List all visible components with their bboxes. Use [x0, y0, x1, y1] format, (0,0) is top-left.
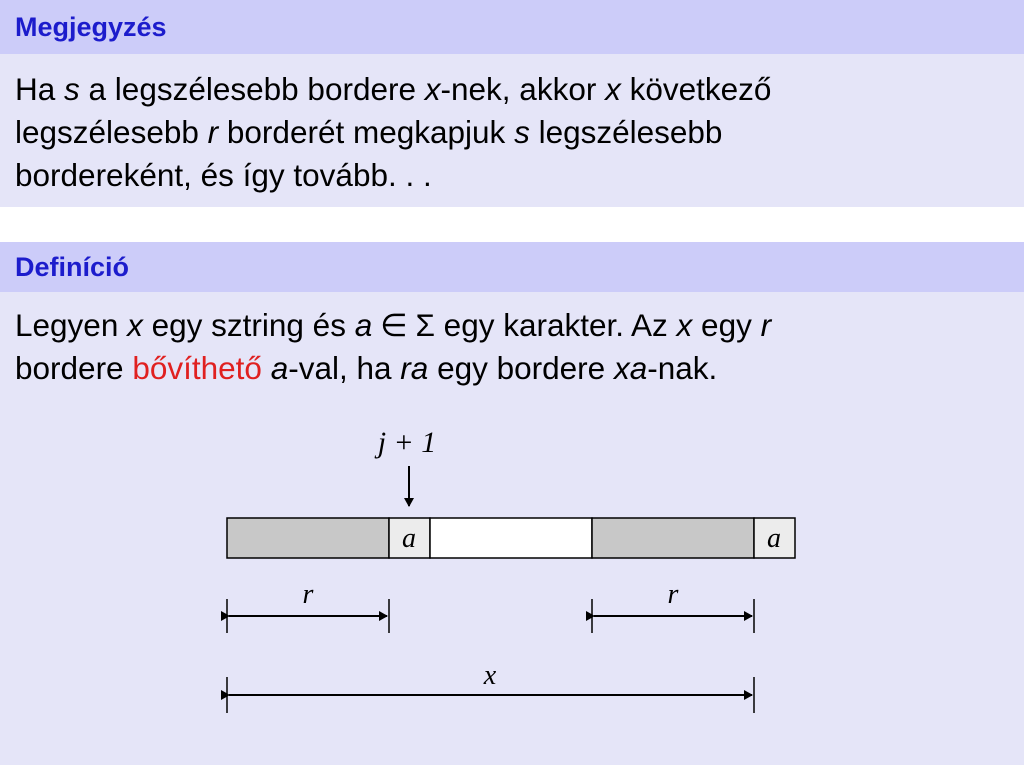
note-line-1: Ha s a legszélesebb bordere x-nek, akkor x következő	[15, 71, 772, 107]
x-label: x	[483, 660, 497, 691]
definition-line-2: bordere bővíthető a-val, ha ra egy bordere xa-nak.	[15, 350, 718, 386]
r-label-right: r	[667, 579, 679, 610]
prefix-r-cell	[227, 518, 389, 558]
note-line-2: legszélesebb r borderét megkapjuk s legszélesebb	[15, 114, 723, 150]
definition-line-1: Legyen x egy sztring és a ∈ Σ egy karakter. Az x egy r	[15, 307, 772, 343]
middle-cell	[430, 518, 592, 558]
r-label-left: r	[302, 579, 314, 610]
pointer-label: j + 1	[377, 426, 437, 459]
highlight-term: bővíthető	[132, 350, 262, 386]
definition-title: Definíció	[0, 242, 1024, 292]
char-a-left: a	[402, 523, 416, 554]
note-line-3: bordereként, és így tovább. . .	[15, 157, 432, 193]
char-a-right: a	[767, 523, 781, 554]
note-title: Megjegyzés	[0, 0, 1024, 54]
suffix-r-cell	[592, 518, 754, 558]
